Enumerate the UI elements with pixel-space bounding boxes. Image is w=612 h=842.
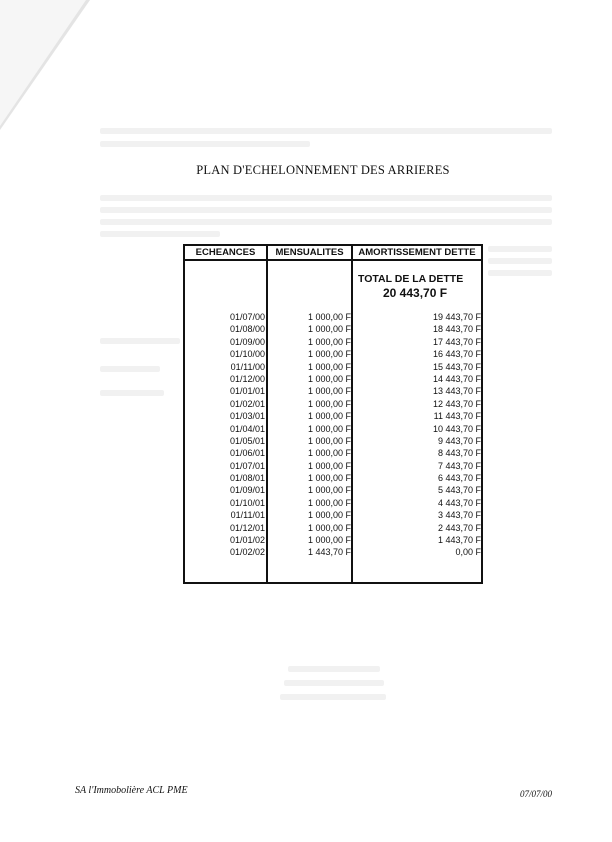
table-body [185,311,481,559]
row-balance: 0,00 F [455,547,481,558]
row-payment: 1 000,00 F [307,324,351,335]
table-row [185,497,481,509]
header-amortissement: AMORTISSEMENT DETTE [358,247,476,258]
row-payment: 1 000,00 F [307,435,351,446]
row-date: 01/12/01 [229,522,265,533]
row-date: 01/03/01 [229,411,265,422]
row-payment: 1 000,00 F [307,373,351,384]
table-row [185,385,481,397]
row-payment: 1 000,00 F [307,336,351,347]
row-date: 01/01/02 [229,535,265,546]
row-balance: 6 443,70 F [437,473,481,484]
row-payment: 1 000,00 F [307,398,351,409]
row-payment: 1 443,70 F [307,547,351,558]
row-balance: 7 443,70 F [437,460,481,471]
total-debt-label: TOTAL DE LA DETTE [358,273,464,285]
row-balance: 12 443,70 F [432,398,481,409]
row-balance: 10 443,70 F [432,423,481,434]
header-mensualites: MENSUALITES [275,247,344,258]
row-balance: 9 443,70 F [437,435,481,446]
table-row [185,509,481,521]
row-balance: 13 443,70 F [432,386,481,397]
row-payment: 1 000,00 F [307,423,351,434]
header-echeances: ECHEANCES [195,247,256,258]
total-debt-value: 20 443,70 F [383,286,448,300]
row-balance: 19 443,70 F [432,312,481,322]
row-balance: 16 443,70 F [432,349,481,360]
table-row [185,336,481,348]
row-date: 01/08/01 [229,473,265,484]
row-date: 01/10/01 [229,497,265,508]
table-row [185,423,481,435]
row-payment: 1 000,00 F [307,460,351,471]
table-row [185,361,481,373]
row-date: 01/02/02 [229,547,265,558]
row-date: 01/07/00 [229,312,265,322]
table-row [185,410,481,422]
row-payment: 1 000,00 F [307,535,351,546]
table-row [185,534,481,546]
row-balance: 4 443,70 F [437,497,481,508]
table-row [185,348,481,360]
row-balance: 2 443,70 F [437,522,481,533]
table-header [185,246,481,261]
table-row [185,472,481,484]
row-balance: 17 443,70 F [432,336,481,347]
row-date: 01/05/01 [229,435,265,446]
table-row [185,398,481,410]
row-date: 01/09/01 [229,485,265,496]
table-row [185,311,481,323]
row-payment: 1 000,00 F [307,312,351,322]
row-date: 01/08/00 [229,324,265,335]
row-date: 01/12/00 [229,373,265,384]
table-row [185,522,481,534]
row-payment: 1 000,00 F [307,361,351,372]
table-row [185,484,481,496]
row-date: 01/11/01 [230,510,265,521]
row-balance: 18 443,70 F [432,324,481,335]
row-balance: 14 443,70 F [432,373,481,384]
footer-company: SA l'Immobolière ACL PME [75,785,188,796]
row-balance: 1 443,70 F [437,535,481,546]
row-date: 01/01/01 [229,386,265,397]
row-balance: 3 443,70 F [437,510,481,521]
row-payment: 1 000,00 F [307,473,351,484]
row-balance: 5 443,70 F [437,485,481,496]
table-row [185,435,481,447]
row-balance: 15 443,70 F [432,361,481,372]
table-row [185,447,481,459]
row-payment: 1 000,00 F [307,349,351,360]
row-date: 01/10/00 [229,349,265,360]
row-payment: 1 000,00 F [307,510,351,521]
table-row [185,323,481,335]
row-date: 01/11/00 [230,361,265,372]
row-date: 01/06/01 [229,448,265,459]
table-row [185,373,481,385]
repayment-schedule-table [183,244,483,584]
row-date: 01/02/01 [229,398,265,409]
row-payment: 1 000,00 F [307,497,351,508]
row-payment: 1 000,00 F [307,386,351,397]
row-date: 01/07/01 [229,460,265,471]
row-balance: 11 443,70 F [433,411,481,422]
row-payment: 1 000,00 F [307,485,351,496]
folded-corner-inner [0,0,86,126]
table-row [185,546,481,558]
document-title: PLAN D'ECHELONNEMENT DES ARRIERES [196,163,450,177]
row-payment: 1 000,00 F [307,411,351,422]
row-payment: 1 000,00 F [307,448,351,459]
table-row [185,460,481,472]
row-date: 01/04/01 [229,423,265,434]
footer-date: 07/07/00 [520,789,553,799]
row-payment: 1 000,00 F [307,522,351,533]
row-balance: 8 443,70 F [437,448,481,459]
row-date: 01/09/00 [229,336,265,347]
